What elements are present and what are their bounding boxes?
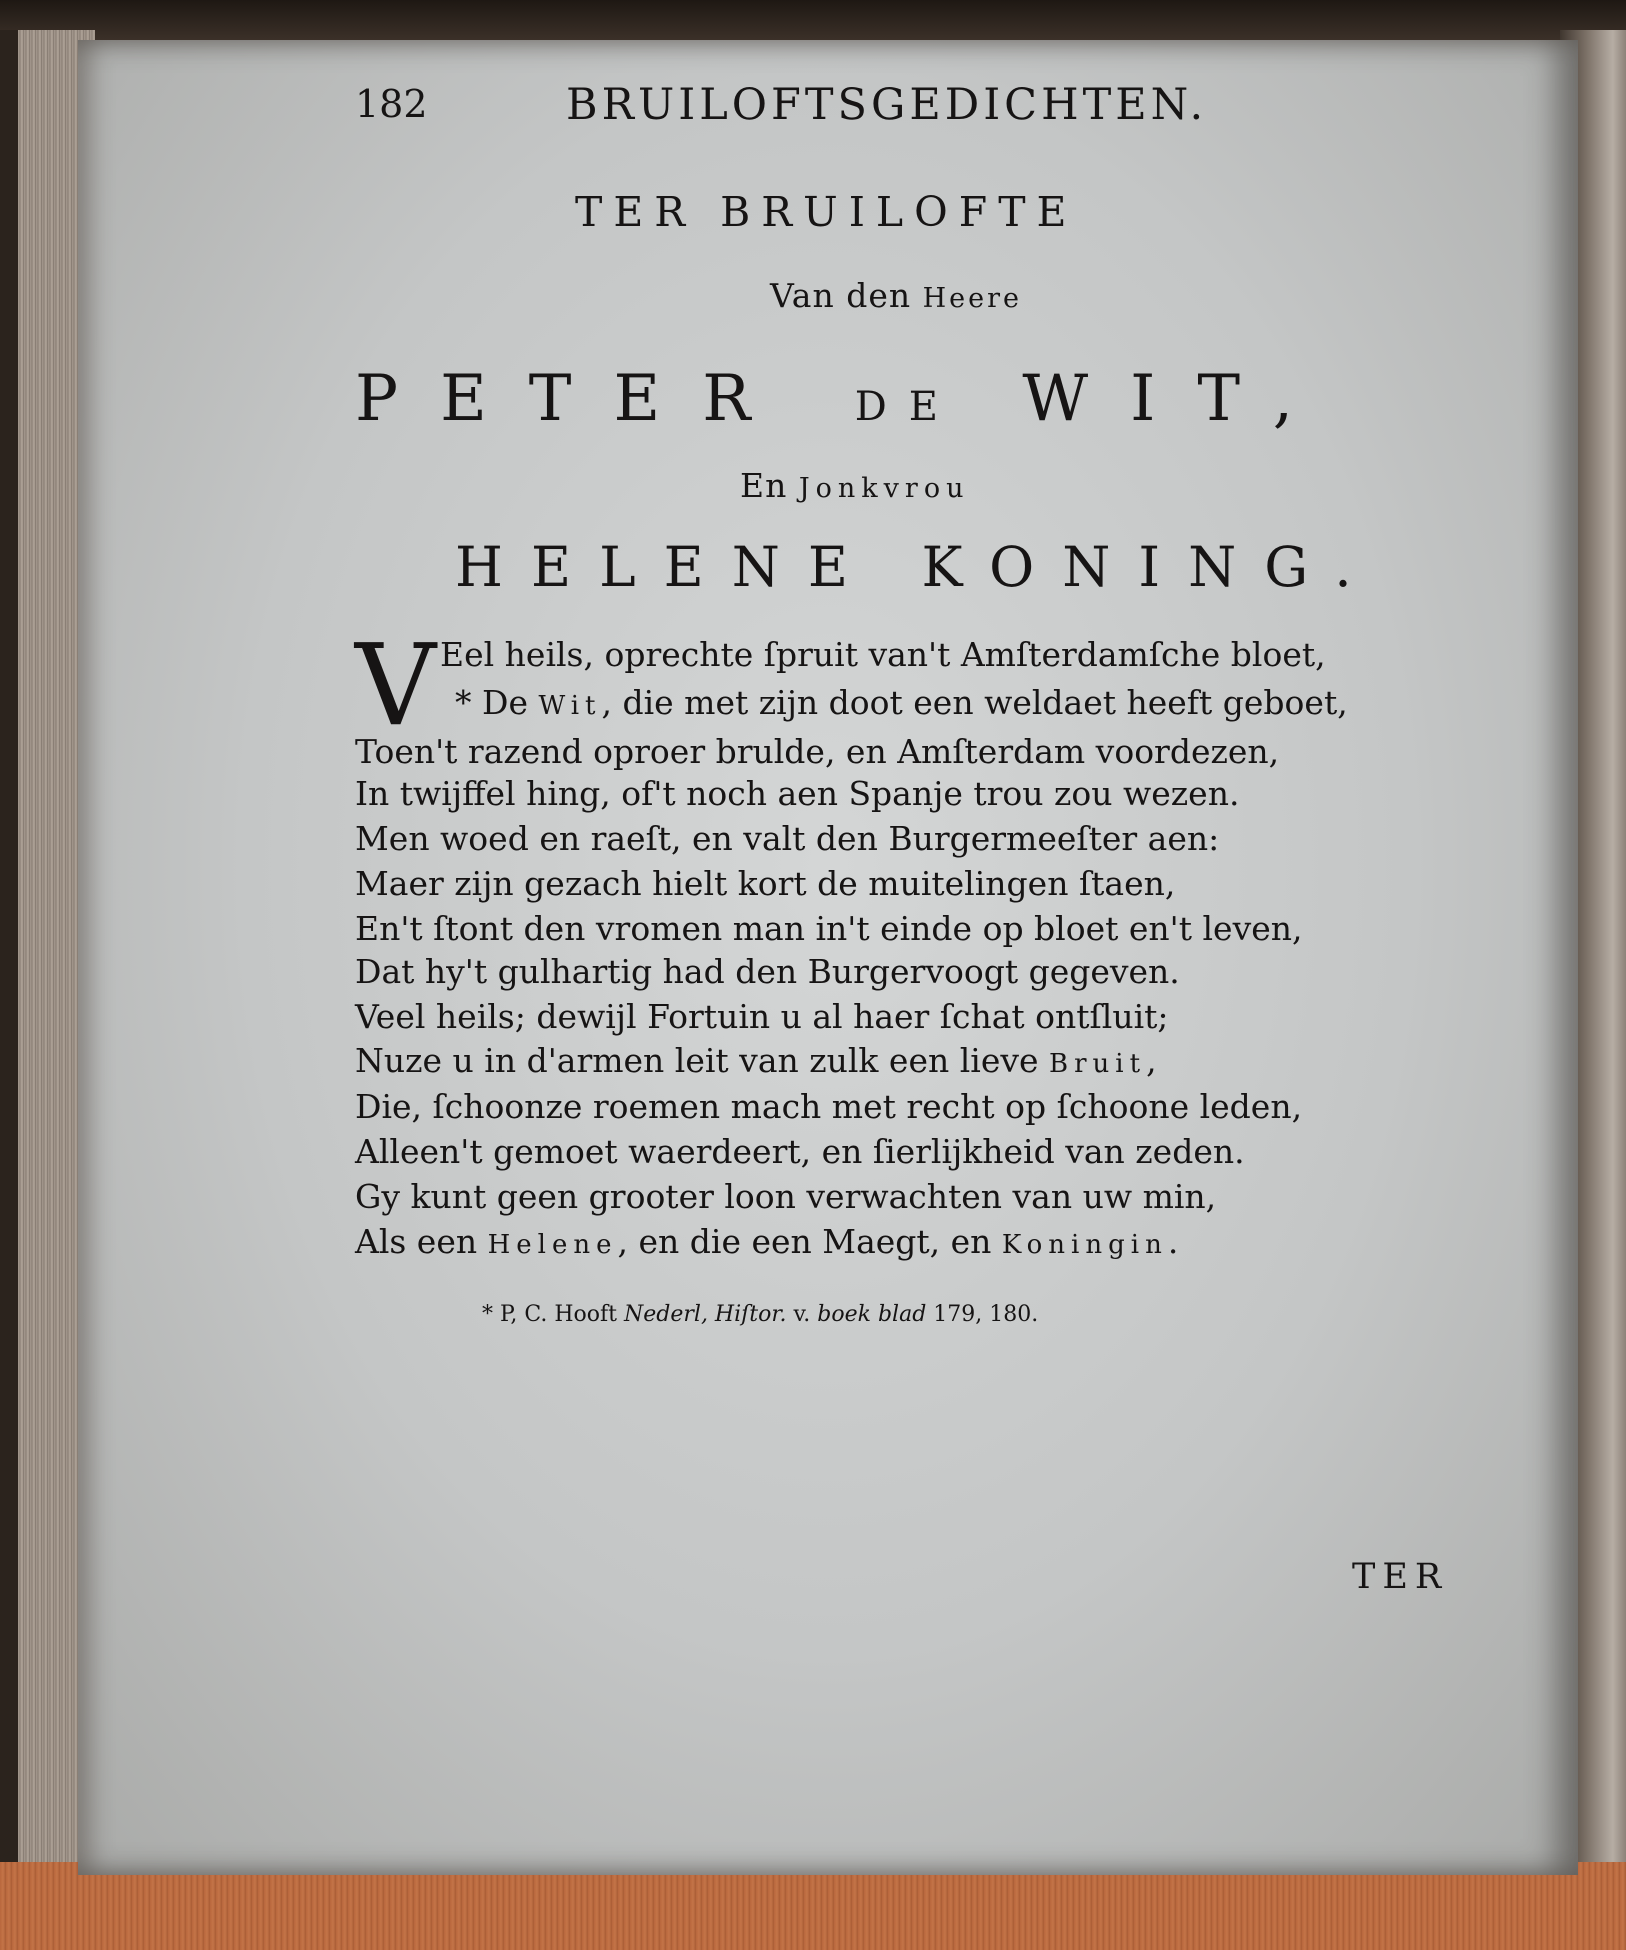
poem-line-text: Alleen't gemoet waerdeert, en ſierlijkheid van zeden. — [355, 1132, 1245, 1171]
poem-line-text: , en die een Maegt, en — [617, 1222, 1002, 1261]
poem-line-text: In twijffel hing, of't noch aen Spanje trou zou wezen. — [355, 774, 1240, 813]
page-number: 182 — [355, 82, 428, 126]
poem-line-smallcaps: Koningin — [1001, 1230, 1168, 1260]
book-cover-cloth — [0, 1862, 1626, 1950]
running-title: BRUILOFTSGEDICHTEN. — [566, 80, 1208, 130]
poem-line-smallcaps: Wit — [538, 691, 602, 721]
poem-line-text: * De — [455, 683, 539, 722]
poem-line — [355, 1132, 1245, 1171]
poem-line-text: , — [1146, 1041, 1157, 1080]
poem-line — [355, 819, 1220, 858]
groom-name — [355, 362, 1335, 436]
poem-line — [355, 732, 1280, 771]
poem-line-text: Gy kunt geen grooter loon verwachten van uw min, — [355, 1177, 1217, 1216]
title-heading: TER BRUILOFTE — [575, 188, 1078, 236]
poem-line-text: Toen't razend oproer brulde, en Amſterdam voordezen, — [355, 732, 1280, 771]
footnote-text: 179, 180. — [926, 1302, 1039, 1327]
poem-line-text: Men woed en raeſt, en valt den Burgermeeſter aen: — [355, 819, 1220, 858]
title-subline-heere-a: Van den — [770, 276, 923, 315]
poem-line-text: Maer zijn gezach hielt kort de muitelingen ſtaen, — [355, 864, 1176, 903]
title-subline-heere-b: Heere — [922, 283, 1023, 314]
poem-line-text: Veel heils; dewijl Fortuin u al haer ſchat ontſluit; — [355, 997, 1169, 1036]
poem-line — [355, 1087, 1303, 1126]
groom-name-last: WIT, — [1022, 362, 1336, 436]
poem-line-text: . — [1167, 1222, 1179, 1261]
footnote-text: * P, C. Hooft — [482, 1302, 625, 1327]
poem-line-text: Die, ſchoonze roemen mach met recht op ſchoone leden, — [355, 1087, 1303, 1126]
poem-line-smallcaps: Helene — [487, 1230, 618, 1260]
title-subline-heere — [770, 276, 1022, 315]
groom-name-particle: DE — [854, 384, 960, 430]
poem-line — [355, 774, 1240, 813]
footnote-italic: boek blad — [817, 1302, 927, 1327]
poem-line — [355, 1222, 1179, 1261]
poem-line — [355, 864, 1176, 903]
bride-name: HELENE KONING. — [455, 535, 1380, 599]
poem-line — [355, 1041, 1157, 1080]
poem-line-smallcaps: Bruit — [1049, 1049, 1147, 1079]
poem-line — [355, 997, 1169, 1036]
poem-line-text: , die met zijn doot een weldaet heeft geboet, — [601, 683, 1348, 722]
poem-line-text: En't ſtont den vromen man in't einde op bloet en't leven, — [355, 909, 1303, 948]
title-subline-jonkvrou-b: Jonkvrou — [798, 473, 970, 504]
poem-line-text: Als een — [355, 1222, 488, 1261]
book-spine-shadow — [0, 30, 18, 1880]
drop-cap: V — [355, 621, 436, 751]
poem-line-text: Dat hy't gulhartig had den Burgervoogt gegeven. — [355, 952, 1180, 991]
groom-name-first: PETER — [355, 362, 793, 436]
footnote — [482, 1302, 1038, 1327]
poem-line — [355, 1177, 1217, 1216]
poem-line — [440, 635, 1326, 674]
title-subline-jonkvrou-a: En — [740, 466, 799, 505]
footnote-italic: Nederl, Hiſtor. — [624, 1302, 787, 1327]
poem-line — [355, 909, 1303, 948]
catchword: TER — [1352, 1557, 1449, 1597]
background-top — [0, 0, 1626, 40]
poem-line — [455, 683, 1348, 722]
title-subline-jonkvrou — [740, 466, 969, 505]
poem-line-text: Eel heils, oprechte ſpruit van't Amſterdamſche bloet, — [440, 635, 1326, 674]
footnote-text: v. — [786, 1302, 818, 1327]
poem-line-text: Nuze u in d'armen leit van zulk een lieve — [355, 1041, 1050, 1080]
poem-line — [355, 952, 1180, 991]
